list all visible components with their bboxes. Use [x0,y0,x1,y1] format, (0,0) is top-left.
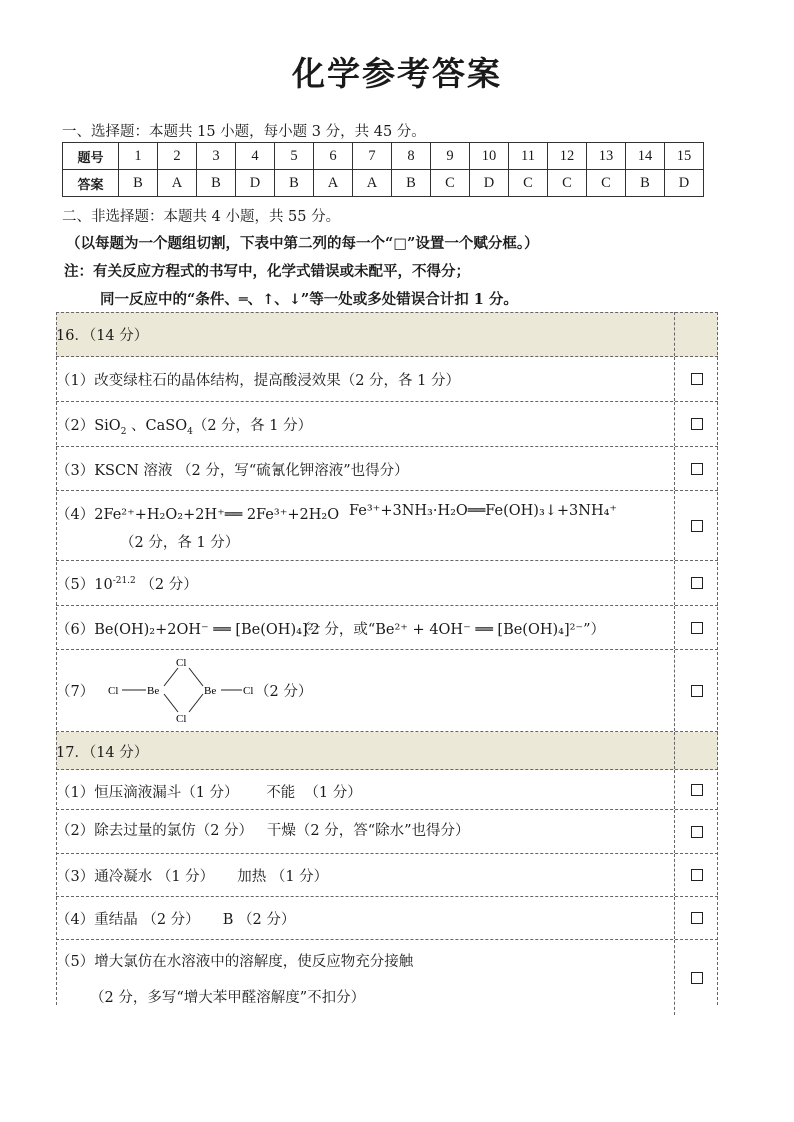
question-number: 6 [314,143,353,170]
question-number: 7 [353,143,392,170]
answer-row-16-2 [56,402,718,447]
answer-row-16-3 [56,447,718,491]
cl-atom-top: Cl [176,657,187,669]
answer-label: （7） [56,684,95,700]
score-checkbox[interactable] [691,577,703,589]
bond [164,694,178,712]
answer-text-part: （2）SiO [56,418,121,434]
answer-text [56,573,198,594]
score-checkbox[interactable] [691,463,703,475]
question-number: 9 [431,143,470,170]
answer-cell: C [509,170,548,197]
row-label-answer: 答案 [63,170,119,197]
score-checkbox[interactable] [691,685,703,697]
score-checkbox[interactable] [691,622,703,634]
be-atom-right: Be [204,685,217,697]
answer-row-16-7 [56,650,718,732]
question-number: 5 [275,143,314,170]
section-box-cell [674,732,718,769]
score-box-cell [674,447,718,490]
score-box-cell [674,854,718,896]
answer-note: （2 分） [255,684,313,700]
answer-cell: A [158,170,197,197]
score-checkbox[interactable] [691,784,703,796]
bond [164,668,178,686]
section-header-17 [56,732,718,770]
score-box-cell [674,491,718,560]
answer-row-17-4 [56,897,718,940]
question-number: 2 [158,143,197,170]
score-checkbox[interactable] [691,972,703,984]
grading-note: （以每题为一个题组切割，下表中第二列的每一个“□”设置一个赋分框。） [66,235,539,252]
answer-row-17-3 [56,854,718,897]
question-number-row [63,143,704,170]
score-box-cell [674,770,718,809]
equation-rule-note: 注：有关反应方程式的书写中，化学式错误或未配平，不得分； [64,263,470,280]
answer-cell: A [314,170,353,197]
question-number: 13 [587,143,626,170]
becl2-dimer-structure [108,656,258,722]
equation-deduction-note: 同一反应中的“条件、═、↑、↓”等一处或多处错误合计扣 1 分。 [100,291,518,308]
section-header-16 [56,312,718,357]
cl-atom-left: Cl [108,685,119,697]
answer-row-16-4 [56,491,718,561]
answer-text-part: （2 分） [135,577,198,593]
score-box-cell [674,897,718,939]
score-checkbox[interactable] [691,869,703,881]
score-checkbox[interactable] [691,520,703,532]
answer-cell: C [431,170,470,197]
answer-cell: C [548,170,587,197]
answer-text: （3）通冷凝水 （1 分） 加热 （1 分） [56,869,329,885]
be-atom-left: Be [147,685,160,697]
answer-grid [56,312,718,1015]
page-title: 化学参考答案 [292,54,502,93]
answer-cell: C [587,170,626,197]
score-box-cell [674,940,718,1015]
subscript: 4 [187,426,193,437]
answer-text: （5）增大氯仿在水溶液中的溶解度，使反应物充分接触 [56,954,414,970]
score-box-cell [674,810,718,853]
answer-text: （1）改变绿柱石的晶体结构，提高酸浸效果（2 分，各 1 分） [56,373,461,389]
answer-text: （2）除去过量的氯仿（2 分） 干燥（2 分，答“除水”也得分） [56,823,470,839]
score-checkbox[interactable] [691,912,703,924]
answer-cell: D [665,170,704,197]
part1-heading: 一、选择题：本题共 15 小题，每小题 3 分，共 45 分。 [62,124,426,140]
bond [189,668,203,686]
equation: （6）Be(OH)₂+2OH⁻ ══ [Be(OH)₄]²⁻ [56,622,322,638]
answer-cell: B [119,170,158,197]
part2-heading: 二、非选择题：本题共 4 小题，共 55 分。 [62,209,341,225]
score-box-cell [674,606,718,649]
answer-row-17-1 [56,770,718,810]
answer-table [62,142,704,197]
question-number: 3 [197,143,236,170]
score-checkbox[interactable] [691,826,703,838]
score-box-cell [674,650,718,731]
question-number: 4 [236,143,275,170]
question-number: 12 [548,143,587,170]
question-number: 10 [470,143,509,170]
answer-text [56,414,312,435]
answer-text: （3）KSCN 溶液 （2 分，写“硫氰化钾溶液”也得分） [56,463,409,479]
answer-note: （2 分，或“Be²⁺ + 4OH⁻ ══ [Be(OH)₄]²⁻”） [296,622,605,638]
section-box-cell [674,312,718,356]
answer-cell: A [353,170,392,197]
answer-cell: D [236,170,275,197]
answer-row-16-1 [56,357,718,402]
answer-cell: B [275,170,314,197]
subscript: 2 [120,426,127,437]
answer-row [63,170,704,197]
answer-text: （4）重结晶 （2 分） B （2 分） [56,912,296,928]
exponent: -21.2 [112,576,136,587]
cl-atom-right: Cl [243,685,254,697]
score-checkbox[interactable] [691,418,703,430]
question-17-header: 17．（14 分） [56,745,149,761]
answer-row-17-5 [56,940,718,1015]
answer-row-17-2 [56,810,718,854]
row-label-question: 题号 [63,143,119,170]
score-box-cell [674,402,718,446]
answer-note: （2 分，多写“增大苯甲醛溶解度”不扣分） [90,990,366,1006]
question-number: 15 [665,143,704,170]
answer-text-part: （2 分，各 1 分） [192,418,313,434]
answer-cell: D [470,170,509,197]
question-number: 8 [392,143,431,170]
answer-cell: B [392,170,431,197]
answer-row-16-5 [56,561,718,606]
question-16-header: 16．（14 分） [56,328,149,344]
answer-row-16-6 [56,606,718,650]
score-box-cell [674,357,718,401]
answer-text-part: （5）10 [56,577,113,593]
answer-note: （2 分，各 1 分） [120,535,240,551]
answer-cell: B [626,170,665,197]
answer-text: （1）恒压滴液漏斗（1 分） 不能 （1 分） [56,785,362,801]
score-checkbox[interactable] [691,373,703,385]
cl-atom-bottom: Cl [176,713,187,722]
question-number: 1 [119,143,158,170]
score-box-cell [674,561,718,605]
question-number: 11 [509,143,548,170]
equation-2: Fe³⁺+3NH₃·H₂O══Fe(OH)₃↓+3NH₄⁺ [349,503,618,519]
answer-cell: B [197,170,236,197]
question-number: 14 [626,143,665,170]
equation-1: （4）2Fe²⁺+H₂O₂+2H⁺══ 2Fe³⁺+2H₂O [56,507,340,523]
answer-text-part: 、CaSO [126,418,188,434]
bond [189,694,203,712]
